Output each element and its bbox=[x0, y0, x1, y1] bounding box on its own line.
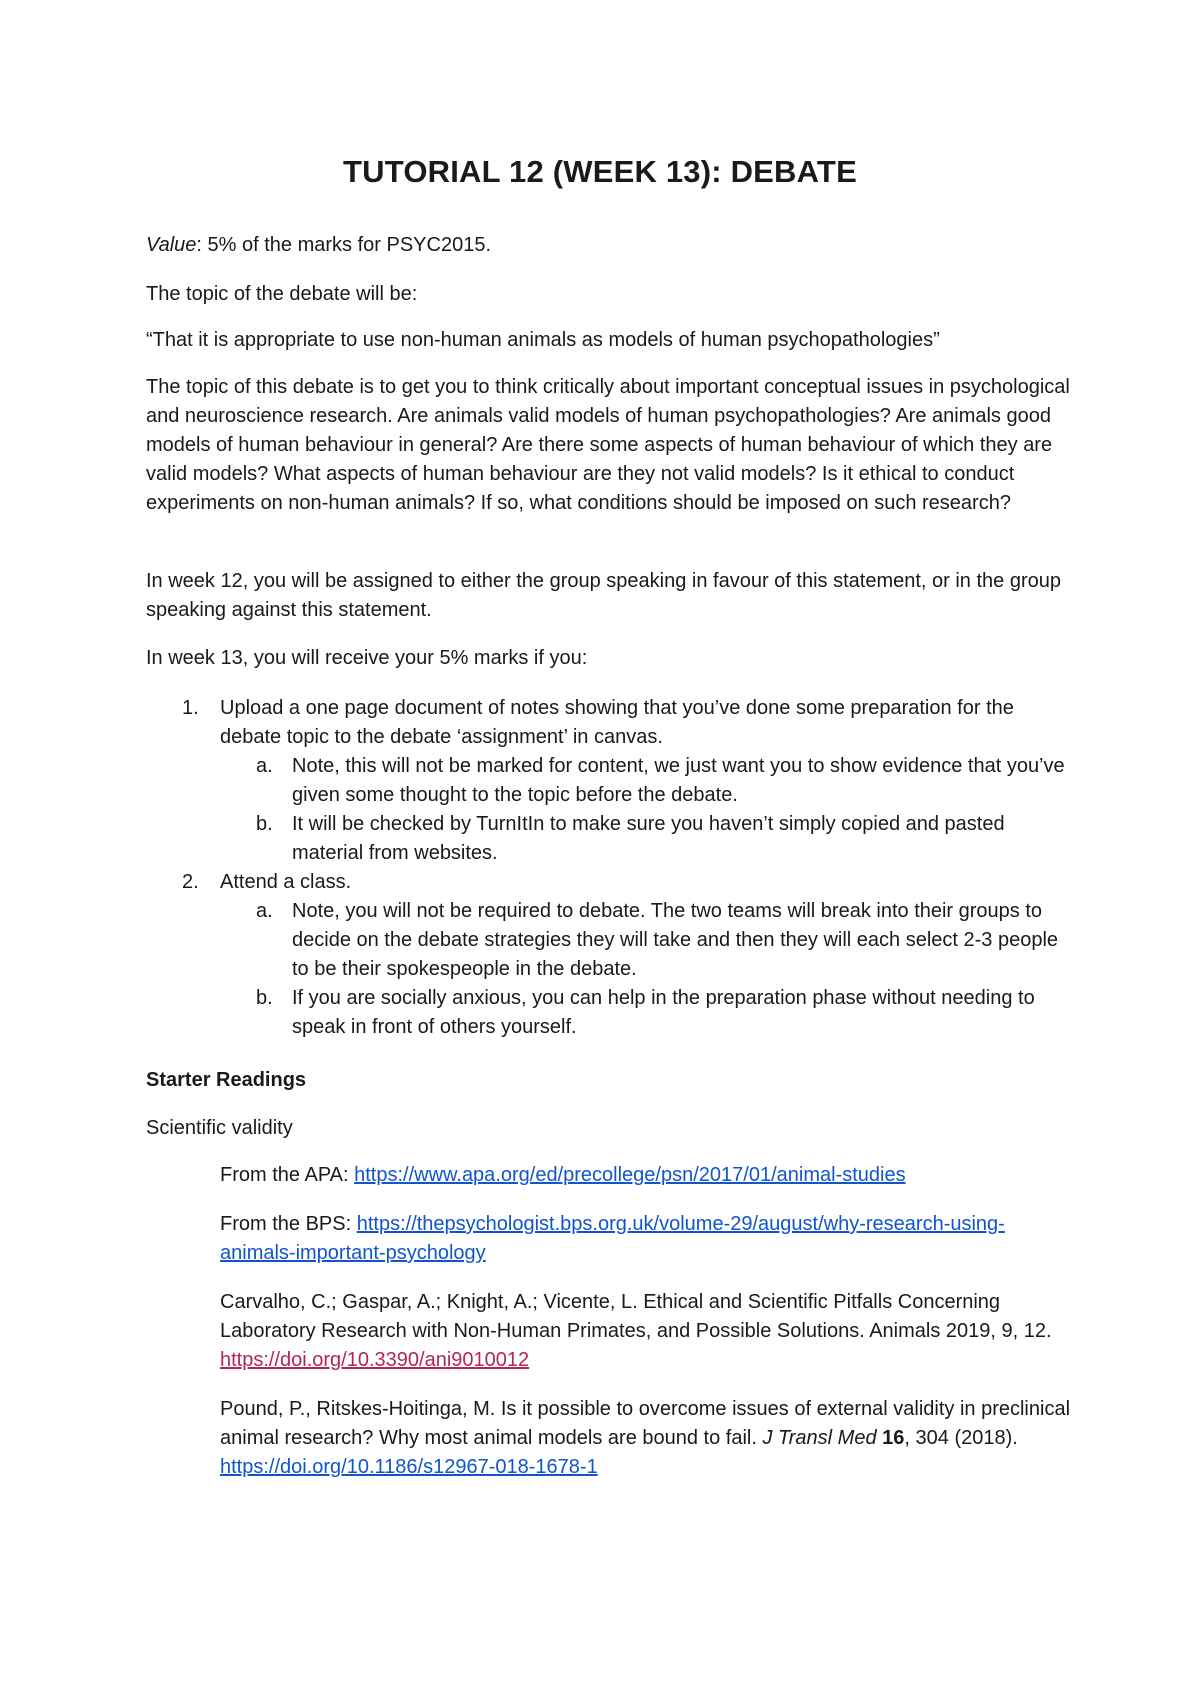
sub-list-item bbox=[146, 897, 1076, 984]
sub-list-item bbox=[146, 984, 1076, 1042]
pound-doi-link[interactable]: https://doi.org/10.1186/s12967-018-1678-1 bbox=[220, 1456, 598, 1478]
sub-list-text: If you are socially anxious, you can help in the preparation phase without needing to speak in front of others yourself. bbox=[292, 987, 1035, 1038]
reference-text: Pound, P., Ritskes-Hoitinga, M. Is it possible to overcome issues of external validity in preclinical animal research? Why most animal models are bound to fail. bbox=[220, 1398, 1071, 1449]
sub-list-text: It will be checked by TurnItIn to make sure you haven’t simply copied and pasted material from websites. bbox=[292, 813, 1005, 864]
page-title: TUTORIAL 12 (WEEK 13): DEBATE bbox=[343, 154, 857, 189]
reference-text: Carvalho, C.; Gaspar, A.; Knight, A.; Vicente, L. Ethical and Scientific Pitfalls Concerning Laboratory Research with Non-Human Primates, and Possible Solutions. Animals 2019, 9, 12. bbox=[220, 1291, 1052, 1342]
sub-list-letter: a. bbox=[256, 900, 273, 922]
reference-label: From the APA: bbox=[220, 1164, 355, 1186]
value-text: : 5% of the marks for PSYC2015. bbox=[196, 234, 492, 256]
sub-list-letter: a. bbox=[256, 755, 273, 777]
sub-list-item bbox=[146, 752, 1076, 810]
reference-carvalho bbox=[220, 1288, 1080, 1375]
journal-volume: 16 bbox=[876, 1427, 905, 1449]
topic-paragraph bbox=[146, 373, 1076, 518]
list-item bbox=[146, 868, 1076, 897]
sub-list-letter: b. bbox=[256, 987, 273, 1009]
topic-statement-text: “That it is appropriate to use non-human animals as models of human psychopathologies” bbox=[146, 329, 940, 351]
sub-list-item bbox=[146, 810, 1076, 868]
journal-name: J Transl Med bbox=[762, 1427, 877, 1449]
list-item-text: Attend a class. bbox=[220, 871, 352, 893]
reference-apa bbox=[220, 1161, 1080, 1190]
section-heading: Starter Readings bbox=[146, 1069, 307, 1091]
apa-link[interactable]: https://www.apa.org/ed/precollege/psn/2017/01/animal-studies bbox=[354, 1164, 906, 1186]
subheading bbox=[146, 1114, 1076, 1143]
week13-intro-text: In week 13, you will receive your 5% marks if you: bbox=[146, 647, 588, 669]
requirements-list bbox=[146, 694, 1076, 1042]
bps-link[interactable]: https://thepsychologist.bps.org.uk/volume-29/august/why-research-using-animals-important-psychology bbox=[220, 1213, 1005, 1264]
topic-paragraph-text: The topic of this debate is to get you to think critically about important conceptual issues in psychological and neuroscience research. Are animals valid models of human psychopathologies? Are animals good models of human behaviour in general? Are there some aspects of human behaviour of which they are valid models? What aspects of human behaviour are they not valid models? Is it ethical to conduct experiments on non-human animals? If so, what conditions should be imposed on such research? bbox=[146, 376, 1070, 514]
topic-statement bbox=[146, 326, 1076, 355]
carvalho-doi-link[interactable]: https://doi.org/10.3390/ani9010012 bbox=[220, 1349, 530, 1371]
list-item bbox=[146, 694, 1076, 752]
reference-label: From the BPS: bbox=[220, 1213, 357, 1235]
reference-rest: , 304 (2018). bbox=[904, 1427, 1018, 1449]
reference-pound bbox=[220, 1395, 1080, 1482]
reference-bps bbox=[220, 1210, 1080, 1268]
topic-intro bbox=[146, 280, 1076, 309]
list-item-text: Upload a one page document of notes showing that you’ve done some preparation for the debate topic to the debate ‘assignment’ in canvas. bbox=[220, 697, 1014, 748]
value-line bbox=[146, 231, 1076, 260]
sub-list-text: Note, you will not be required to debate. The two teams will break into their groups to decide on the debate strategies they will take and then they will each select 2-3 people to be their spokespeople in the debate. bbox=[292, 900, 1059, 980]
week13-intro bbox=[146, 644, 1076, 673]
topic-intro-text: The topic of the debate will be: bbox=[146, 283, 418, 305]
list-number: 1. bbox=[182, 697, 199, 719]
sub-list-letter: b. bbox=[256, 813, 273, 835]
sub-list-text: Note, this will not be marked for content, we just want you to show evidence that you’ve given some thought to the topic before the debate. bbox=[292, 755, 1065, 806]
starter-readings-heading bbox=[146, 1066, 1076, 1095]
list-number: 2. bbox=[182, 871, 199, 893]
week12-paragraph bbox=[146, 567, 1076, 625]
subheading-text: Scientific validity bbox=[146, 1117, 293, 1139]
week12-paragraph-text: In week 12, you will be assigned to either the group speaking in favour of this statement, or in the group speaking against this statement. bbox=[146, 570, 1061, 621]
value-label: Value bbox=[146, 234, 197, 256]
